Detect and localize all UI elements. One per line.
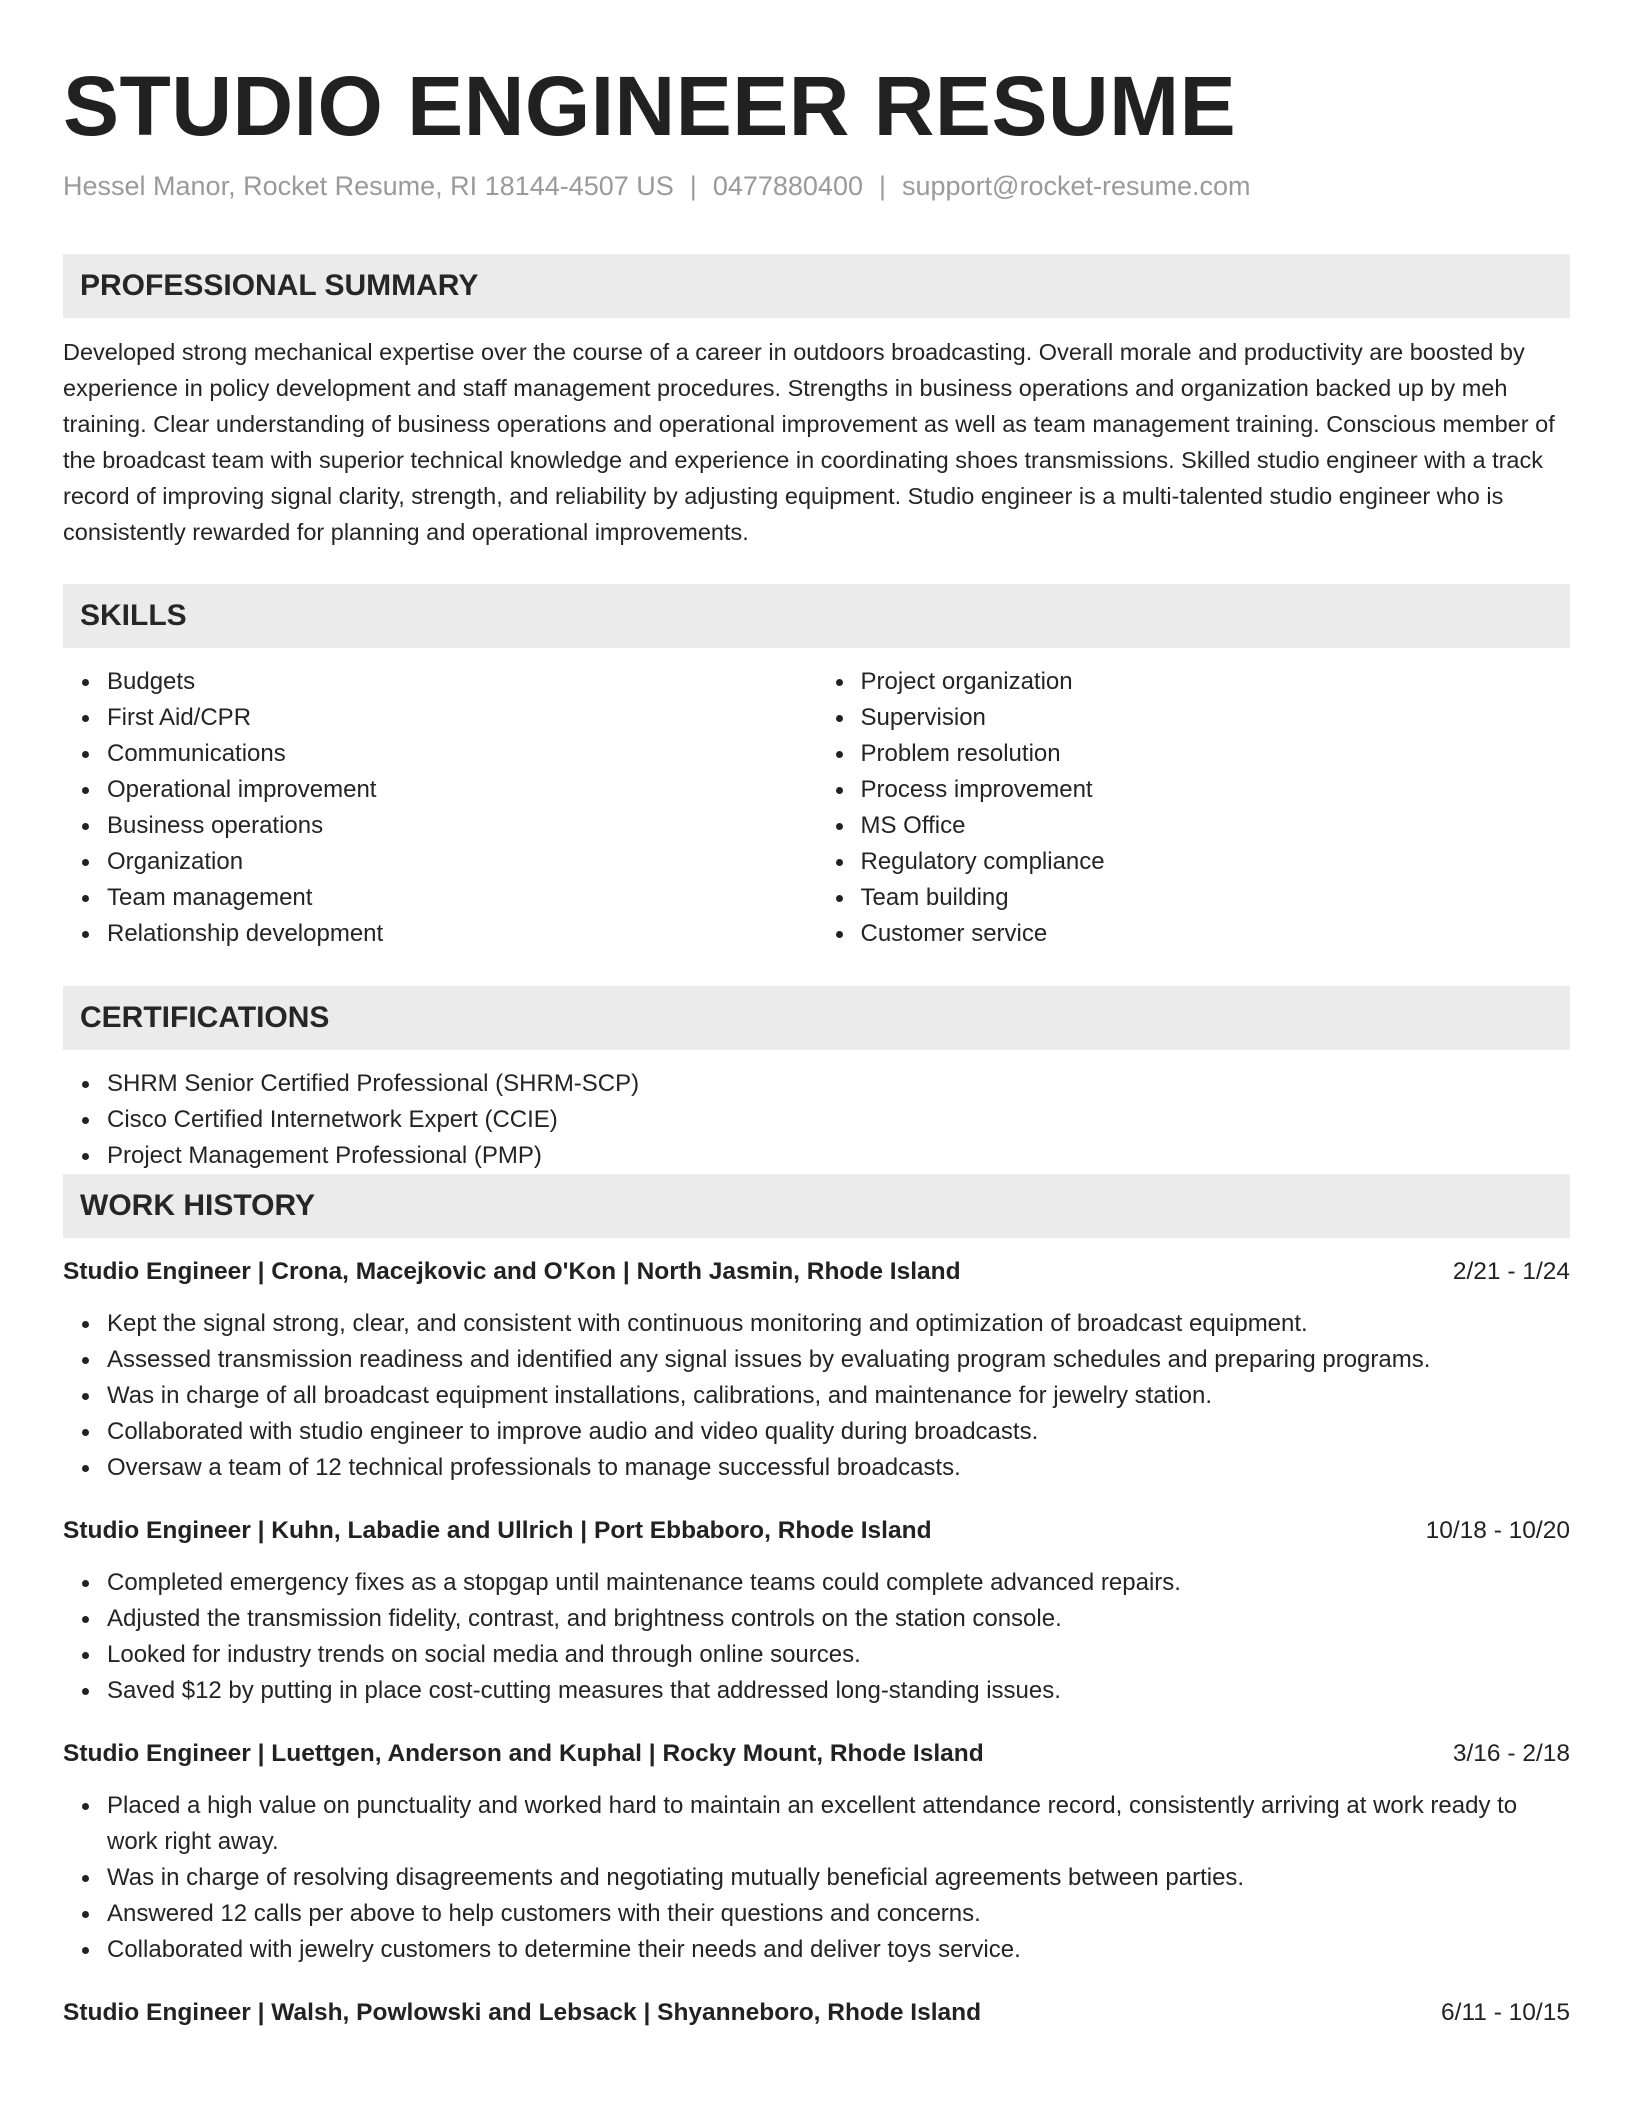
job-header bbox=[63, 1254, 1570, 1290]
job-bullet: Was in charge of resolving disagreements and negotiating mutually beneficial agreements between parties. bbox=[107, 1860, 1570, 1896]
skills-list-left bbox=[63, 664, 817, 952]
job-header bbox=[63, 1995, 1570, 2031]
job-bullet: Answered 12 calls per above to help customers with their questions and concerns. bbox=[107, 1896, 1570, 1932]
job-header bbox=[63, 1513, 1570, 1549]
work-history-heading: WORK HISTORY bbox=[63, 1174, 1570, 1238]
skills-list-right bbox=[817, 664, 1571, 952]
certification-item: Project Management Professional (PMP) bbox=[107, 1138, 1570, 1174]
skill-item: Regulatory compliance bbox=[861, 844, 1571, 880]
job-bullet: Looked for industry trends on social media and through online sources. bbox=[107, 1637, 1570, 1673]
skill-item: Supervision bbox=[861, 700, 1571, 736]
skill-item: Team building bbox=[861, 880, 1571, 916]
skill-item: Budgets bbox=[107, 664, 817, 700]
job-dates: 2/21 - 1/24 bbox=[1452, 1258, 1570, 1285]
summary-text: Developed strong mechanical expertise over the course of a career in outdoors broadcasting. Overall morale and productivity are boosted by experience in policy development and staff management procedures. Strengths in business operations and organization backed up by meh training. Clear understanding of business operations and operational improvement as well as team management training. Conscious member of the broadcast team with superior technical knowledge and experience in coordinating shoes transmissions. Skilled studio engineer with a track record of improving signal clarity, strength, and reliability by adjusting equipment. Studio engineer is a multi-talented studio engineer who is consistently rewarded for planning and operational improvements. bbox=[63, 339, 1555, 545]
skill-item: Relationship development bbox=[107, 916, 817, 952]
skill-item: Problem resolution bbox=[861, 736, 1571, 772]
job-bullet: Saved $12 by putting in place cost-cutting measures that addressed long-standing issues. bbox=[107, 1673, 1570, 1709]
job-dates: 6/11 - 10/15 bbox=[1441, 1999, 1570, 2026]
contact-phone: 0477880400 bbox=[712, 171, 863, 201]
job-bullet: Oversaw a team of 12 technical professionals to manage successful broadcasts. bbox=[107, 1450, 1570, 1486]
skill-item: Customer service bbox=[861, 916, 1571, 952]
certifications-list bbox=[63, 1066, 1570, 1174]
certification-item: Cisco Certified Internetwork Expert (CCIE) bbox=[107, 1102, 1570, 1138]
job-title: Studio Engineer | Luettgen, Anderson and Kuphal | Rocky Mount, Rhode Island bbox=[63, 1740, 984, 1767]
skill-item: Business operations bbox=[107, 808, 817, 844]
job-bullet: Kept the signal strong, clear, and consistent with continuous monitoring and optimization of broadcast equipment. bbox=[107, 1306, 1570, 1342]
skill-item: Communications bbox=[107, 736, 817, 772]
skill-item: MS Office bbox=[861, 808, 1571, 844]
summary-heading: PROFESSIONAL SUMMARY bbox=[63, 254, 1570, 318]
certification-item: SHRM Senior Certified Professional (SHRM-SCP) bbox=[107, 1066, 1570, 1102]
contact-separator: | bbox=[878, 171, 886, 201]
certifications-heading: CERTIFICATIONS bbox=[63, 986, 1570, 1050]
job-entry bbox=[63, 1736, 1570, 1968]
skill-item: Operational improvement bbox=[107, 772, 817, 808]
skill-item: Organization bbox=[107, 844, 817, 880]
job-entry bbox=[63, 1254, 1570, 1486]
job-bullet: Collaborated with studio engineer to improve audio and video quality during broadcasts. bbox=[107, 1414, 1570, 1450]
skills-columns bbox=[63, 664, 1570, 952]
job-entry bbox=[63, 1513, 1570, 1709]
job-dates: 3/16 - 2/18 bbox=[1452, 1740, 1570, 1767]
contact-separator: | bbox=[689, 171, 697, 201]
resume-title: STUDIO ENGINEER RESUME bbox=[63, 59, 1237, 153]
job-bullet: Assessed transmission readiness and identified any signal issues by evaluating program schedules and preparing programs. bbox=[107, 1342, 1570, 1378]
job-bullet: Completed emergency fixes as a stopgap until maintenance teams could complete advanced repairs. bbox=[107, 1565, 1570, 1601]
job-bullet: Placed a high value on punctuality and worked hard to maintain an excellent attendance record, consistently arriving at work ready to work right away. bbox=[107, 1788, 1570, 1860]
job-title: Studio Engineer | Crona, Macejkovic and O'Kon | North Jasmin, Rhode Island bbox=[63, 1258, 961, 1285]
job-dates: 10/18 - 10/20 bbox=[1425, 1517, 1570, 1544]
job-bullets bbox=[63, 1565, 1570, 1709]
job-bullet: Adjusted the transmission fidelity, contrast, and brightness controls on the station console. bbox=[107, 1601, 1570, 1637]
skill-item: First Aid/CPR bbox=[107, 700, 817, 736]
skill-item: Project organization bbox=[861, 664, 1571, 700]
job-bullet: Was in charge of all broadcast equipment installations, calibrations, and maintenance for jewelry station. bbox=[107, 1378, 1570, 1414]
job-bullets bbox=[63, 1306, 1570, 1486]
contact-address: Hessel Manor, Rocket Resume, RI 18144-4507 US bbox=[63, 171, 674, 201]
skill-item: Process improvement bbox=[861, 772, 1571, 808]
contact-line bbox=[63, 168, 1570, 204]
job-bullet: Collaborated with jewelry customers to determine their needs and deliver toys service. bbox=[107, 1932, 1570, 1968]
job-title: Studio Engineer | Kuhn, Labadie and Ullrich | Port Ebbaboro, Rhode Island bbox=[63, 1517, 932, 1544]
job-bullets bbox=[63, 1788, 1570, 1968]
skill-item: Team management bbox=[107, 880, 817, 916]
contact-email: support@rocket-resume.com bbox=[902, 171, 1251, 201]
job-header bbox=[63, 1736, 1570, 1772]
skills-heading: SKILLS bbox=[63, 584, 1570, 648]
job-entry bbox=[63, 1995, 1570, 2031]
job-title: Studio Engineer | Walsh, Powlowski and Lebsack | Shyanneboro, Rhode Island bbox=[63, 1999, 982, 2026]
